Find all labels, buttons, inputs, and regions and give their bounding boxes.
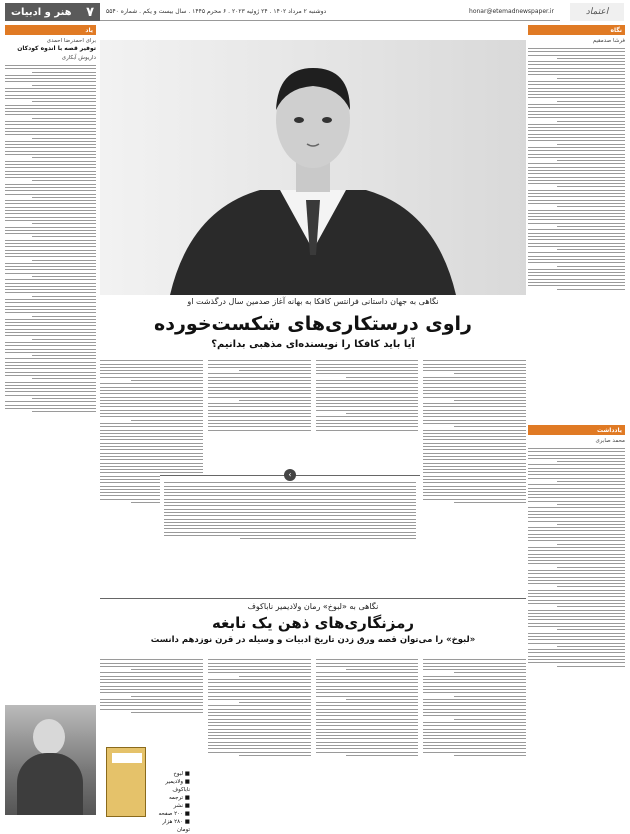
section-tab [5, 3, 100, 21]
logo-text: اعتماد [585, 7, 609, 17]
page-number: ۷ [86, 4, 94, 20]
main-kicker: نگاهی به جهان داستانی فرانتس کافکا به بهانه آغاز صدمین سال درگذشت او [187, 297, 439, 306]
masthead [0, 0, 630, 22]
section-title: هنر و ادبیات [11, 6, 72, 18]
book-info-line: ■ ۲۸۰ هزار تومان [162, 819, 190, 833]
kafka-photo [100, 40, 526, 295]
main-content [100, 25, 526, 833]
book-info-line: ■ ترجمه [168, 795, 190, 801]
main-headline: راوی درستکاری‌های شکست‌خورده [154, 313, 472, 335]
right-column-label-2: یادداشت [528, 425, 625, 435]
portrait-photo [5, 705, 96, 815]
book-info [150, 770, 190, 834]
right-column [528, 25, 625, 815]
dateline: دوشنبه ۲ مرداد ۱۴۰۲ . ۲۴ ژوئیه ۲۰۲۳ . ۶ محرم ۱۴۴۵ . سال بیست و یکم . شماره ۵۵۴۰ [106, 8, 327, 15]
left-author-note: برای احمدرضا احمدی [46, 38, 96, 44]
right-author: فرشا صدمقیم [592, 38, 625, 44]
second-headline: رمزنگاری‌های ذهن یک نابغه [211, 614, 415, 632]
right-body-text [528, 48, 625, 290]
book-info-line: ■ نشر [173, 803, 190, 809]
left-article-title: توفیر قصه با اندوه کودکان [17, 45, 96, 52]
second-kicker: نگاهی به «لبوخ» رمان ولادیمیر ناباکوف [247, 602, 379, 611]
pull-quote [160, 470, 420, 565]
book-cover [106, 747, 146, 817]
second-story-header [100, 598, 526, 645]
book-info-line: ■ ۲۰۰ صفحه [158, 811, 190, 817]
right-author-2: محمد صابری [595, 438, 625, 444]
book-info-line: ■ لبوخ [173, 771, 190, 777]
right-column-label: نگاه [528, 25, 625, 35]
left-byline: داریوش آبکاری [61, 55, 96, 61]
left-column [5, 25, 96, 815]
right-second-article [528, 425, 625, 669]
book-info-line: ■ ولادیمیر ناباکوف [165, 779, 190, 793]
second-subtitle: «لبوخ» را می‌توان قصه ورق زدن تاریخ ادبیات و وسیله در قرن نوزدهم دانست [150, 635, 476, 645]
newspaper-logo [570, 3, 624, 21]
dateline-bar [100, 3, 560, 21]
left-column-label: یاد [5, 25, 96, 35]
left-body-text [5, 65, 96, 412]
main-subtitle: آیا باید کافکا را نویسنده‌ای مذهبی بدانیم؟ [211, 339, 415, 350]
email-link[interactable]: honar@etemadnewspaper.ir [469, 8, 554, 15]
quote-marker-icon: › [284, 469, 296, 481]
